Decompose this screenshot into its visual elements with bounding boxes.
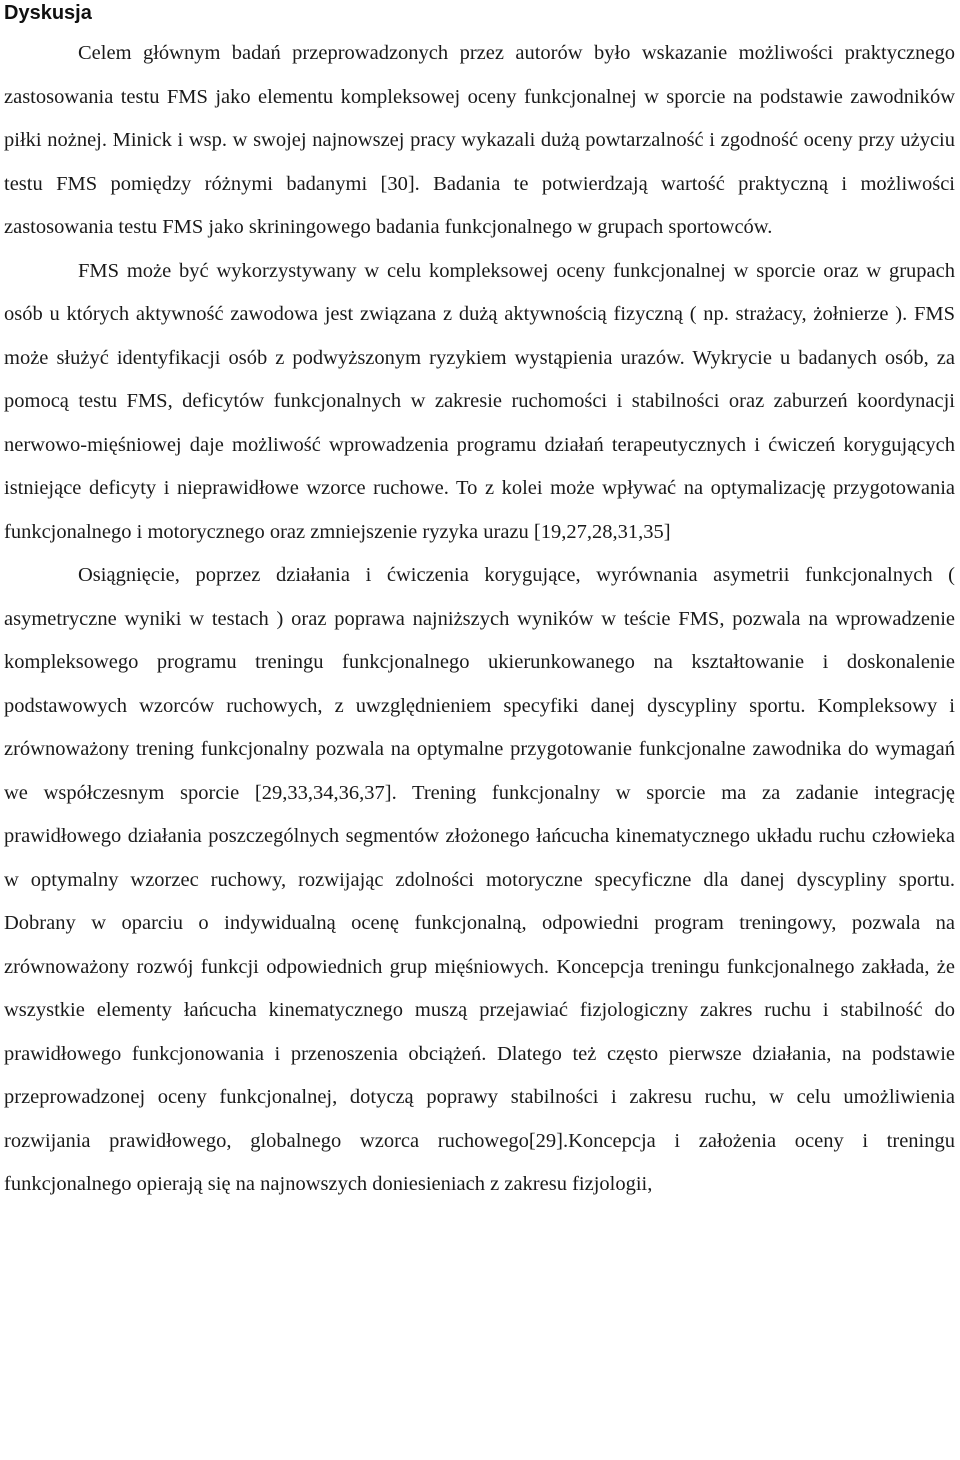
paragraph-1: Celem głównym badań przeprowadzonych przez autorów było wskazanie możliwości praktycznego zastosowania testu FMS jako elementu kompleksowej oceny funkcjonalnej w sporcie na podstawie zawodników piłki nożnej. Minick i wsp. w swojej najnowszej pracy wykazali dużą powtarzalność i zgodność oceny przy użyciu testu FMS pomiędzy różnymi badanymi [30]. Badania te potwierdzają wartość praktyczną i możliwości zastosowania testu FMS jako skriningowego badania funkcjonalnego w grupach sportowców. <box>4 42 955 238</box>
paragraph-3: Osiągnięcie, poprzez działania i ćwiczenia korygujące, wyrównania asymetrii funkcjonalnych ( asymetryczne wyniki w testach ) oraz poprawa najniższych wyników w teście FMS, pozwala na wprowadzenie kompleksowego programu treningu funkcjonalnego ukierunkowanego na kształtowanie i doskonalenie podstawowych wzorców ruchowych, z uwzględnieniem specyfiki danej dyscypliny sportu. Kompleksowy i zrównoważony trening funkcjonalny pozwala na optymalne przygotowanie funkcjonalne zawodnika do wymagań we współczesnym sporcie [29,33,34,36,37]. Trening funkcjonalny w sporcie ma za zadanie integrację prawidłowego działania poszczególnych segmentów złożonego łańcucha kinematycznego układu ruchu człowieka w optymalny wzorzec ruchowy, rozwijając zdolności motoryczne specyficzne dla danej dyscypliny sportu. Dobrany w oparciu o indywidualną ocenę funkcjonalną, odpowiedni program treningowy, pozwala na zrównoważony rozwój funkcji odpowiednich grup mięśniowych. Koncepcja treningu funkcjonalnego zakłada, że wszystkie elementy łańcucha kinematycznego muszą przejawiać fizjologiczny zakres ruchu i stabilność do prawidłowego funkcjonowania i przenoszenia obciążeń. Dlatego też często pierwsze działania, na podstawie przeprowadzonej oceny funkcjonalnej, dotyczą poprawy stabilności i zakresu ruchu, w celu umożliwienia rozwijania prawidłowego, globalnego wzorca ruchowego[29].Koncepcja i założenia oceny i treningu funkcjonalnego opierają się na najnowszych doniesieniach z zakresu fizjologii, <box>4 564 955 1195</box>
section-heading: Dyskusja <box>4 2 92 24</box>
paragraph-2: FMS może być wykorzystywany w celu kompleksowej oceny funkcjonalnej w sporcie oraz w grupach osób u których aktywność zawodowa jest związana z dużą aktywnością fizyczną ( np. strażacy, żołnierze ). FMS może służyć identyfikacji osób z podwyższonym ryzykiem wystąpienia urazów. Wykrycie u badanych osób, za pomocą testu FMS, deficytów funkcjonalnych w zakresie ruchomości i stabilności oraz zaburzeń koordynacji nerwowo-mięśniowej daje możliwość wprowadzenia programu działań terapeutycznych i ćwiczeń korygujących istniejące deficyty i nieprawidłowe wzorce ruchowe. To z kolei może wpływać na optymalizację przygotowania funkcjonalnego i motorycznego oraz zmniejszenie ryzyka urazu [19,27,28,31,35] <box>4 259 955 543</box>
section-body <box>4 32 955 1207</box>
